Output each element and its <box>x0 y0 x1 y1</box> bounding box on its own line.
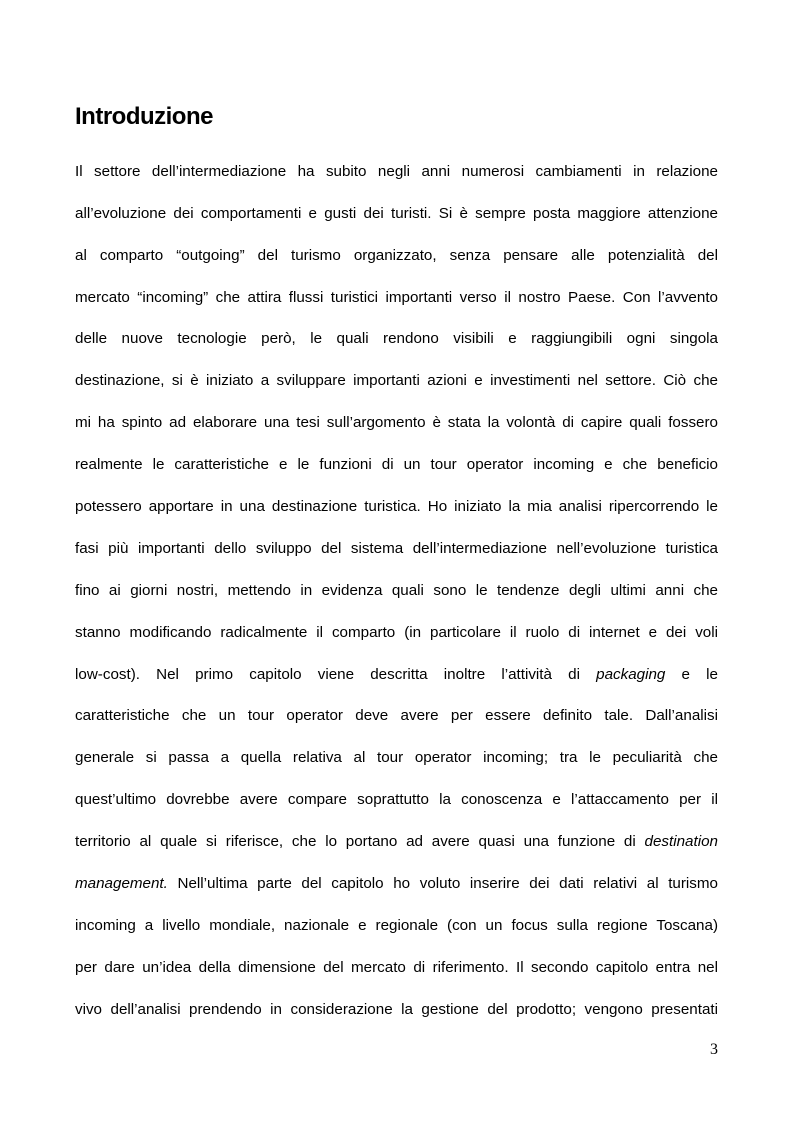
text-line <box>75 872 718 896</box>
text-line: realmente le caratteristiche e le funzioni di un tour operator incoming e che beneficio <box>75 456 718 473</box>
text-line: stanno modificando radicalmente il comparto (in particolare il ruolo di internet e dei voli <box>75 624 718 641</box>
text-line: al comparto “outgoing” del turismo organizzato, senza pensare alle potenzialità del <box>75 247 718 264</box>
text-line: fino ai giorni nostri, mettendo in evidenza quali sono le tendenze degli ultimi anni che <box>75 582 718 599</box>
text-line: quest’ultimo dovrebbe avere compare soprattutto la conoscenza e l’attaccamento per il <box>75 791 718 808</box>
text-line <box>75 663 718 687</box>
italic-term: management. <box>75 875 168 892</box>
page-number: 3 <box>710 1041 718 1058</box>
text-line: potessero apportare in una destinazione turistica. Ho iniziato la mia analisi ripercorrendo le <box>75 498 718 515</box>
text-run: low-cost). Nel primo capitolo viene descritta inoltre l’attività di <box>75 666 597 683</box>
page-title: Introduzione <box>75 103 213 130</box>
text-line: caratteristiche che un tour operator deve avere per essere definito tale. Dall’analisi <box>75 707 718 724</box>
italic-term: packaging <box>596 666 666 683</box>
text-line: vivo dell’analisi prendendo in considerazione la gestione del prodotto; vengono presentati <box>75 1001 718 1018</box>
text-line: incoming a livello mondiale, nazionale e regionale (con un focus sulla regione Toscana) <box>75 917 718 934</box>
text-run: territorio al quale si riferisce, che lo portano ad avere quasi una funzione di <box>75 833 645 850</box>
text-line: generale si passa a quella relativa al tour operator incoming; tra le peculiarità che <box>75 749 718 766</box>
text-line: fasi più importanti dello sviluppo del sistema dell’intermediazione nell’evoluzione turistica <box>75 540 718 557</box>
text-line: delle nuove tecnologie però, le quali rendono visibili e raggiungibili ogni singola <box>75 330 718 347</box>
italic-term: destination <box>644 833 718 850</box>
text-run: Nell’ultima parte del capitolo ho voluto inserire dei dati relativi al turismo <box>167 875 718 892</box>
text-line: per dare un’idea della dimensione del mercato di riferimento. Il secondo capitolo entra nel <box>75 959 718 976</box>
text-line: all’evoluzione dei comportamenti e gusti dei turisti. Si è sempre posta maggiore attenzione <box>75 205 718 222</box>
text-line: destinazione, si è iniziato a sviluppare importanti azioni e investimenti nel settore. Ciò che <box>75 372 718 389</box>
text-run: e le <box>665 666 718 683</box>
text-line <box>75 830 718 854</box>
text-line: Il settore dell’intermediazione ha subito negli anni numerosi cambiamenti in relazione <box>75 163 718 180</box>
text-line: mi ha spinto ad elaborare una tesi sull’argomento è stata la volontà di capire quali fossero <box>75 414 718 431</box>
text-line: mercato “incoming” che attira flussi turistici importanti verso il nostro Paese. Con l’avvento <box>75 289 718 306</box>
